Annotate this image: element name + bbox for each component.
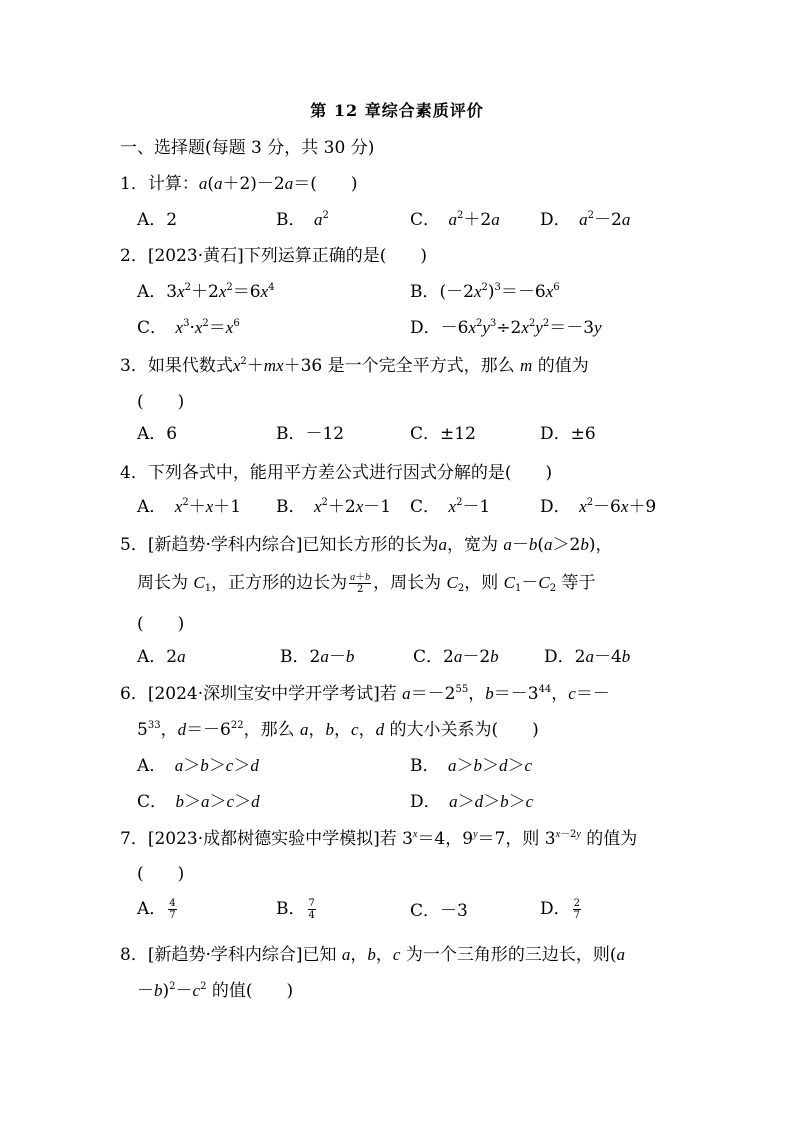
- q4-option-d: D． $x^2-6x+9$: [540, 497, 657, 517]
- q3-number: 3．: [120, 356, 148, 376]
- question-1: 1．计算：a(a＋2)－2a＝( ): [120, 174, 358, 194]
- q2-option-a: A．$3x^2+2x^2=6x^4$: [137, 282, 275, 302]
- q7-option-a: A． $\frac{4}{7}$: [137, 898, 176, 921]
- q4-stem: 下列各式中，能用平方差公式进行因式分解的是( ): [147, 463, 553, 483]
- q6-option-d: D． a＞d＞b＞c: [410, 792, 534, 812]
- q4-option-a: A． $x^2+x+1$: [137, 497, 242, 517]
- q2-option-b: B．$(-2x^2)^3=-6x^6$: [410, 282, 560, 302]
- q2-stem: [2023·黄石]下列运算正确的是( ): [147, 246, 428, 266]
- q1-expression: a: [198, 174, 208, 193]
- q6-option-a: A． a＞b＞c＞d: [137, 756, 259, 776]
- q5-stem-line2: 周长为 $C_1$，正方形的边长为 $\frac{a+b}{2}$ ，周长为 $C_2$，则 $C_1-C_2$ 等于: [137, 572, 596, 595]
- q2-option-c: C． $x^3\cdot x^2=x^6$: [137, 318, 240, 338]
- question-5: 5．[新趋势·学科内综合]已知长方形的长为a，宽为 a－b(a＞2b)，: [120, 535, 613, 555]
- q3-option-a: A．6: [137, 424, 178, 444]
- q1-number: 1．: [120, 174, 148, 194]
- q7-option-c: C．－3: [410, 901, 468, 921]
- question-7: 7．[2023·成都树德实验中学模拟]若 $3^x=4$，$9^y=7$，则 $3^{x-2y}$ 的值为: [120, 829, 638, 849]
- q4-number: 4．: [120, 463, 148, 483]
- q1-stem-text: 计算：: [147, 174, 199, 194]
- q7-option-d: D． $\frac{2}{7}$: [540, 898, 581, 921]
- question-3: 3．如果代数式$x^2+mx+36$ 是一个完全平方式，那么 m 的值为: [120, 356, 589, 376]
- q4-option-b: B． $x^2+2x-1$: [276, 497, 392, 517]
- question-2: [120, 245, 427, 267]
- q5-option-d: D．2a－4b: [544, 647, 631, 667]
- q5-option-a: A．2a: [137, 647, 186, 667]
- q3-option-b: B．－12: [276, 424, 345, 444]
- section-heading: 一、选择题(每题 3 分，共 30 分): [120, 138, 375, 158]
- q4-option-c: C． $x^2-1$: [410, 497, 491, 517]
- q3-option-d: D．±6: [540, 424, 596, 444]
- question-6: 6．[2024·深圳宝安中学开学考试]若 $a=-2^{55}$，$b=-3^{44}$，c＝－: [120, 684, 610, 704]
- q5-fraction: $\frac{a+b}{2}$: [350, 572, 371, 595]
- q6-option-b: B． a＞b＞d＞c: [410, 756, 533, 776]
- q1-option-d: D． $a^2-2a$: [540, 210, 631, 230]
- q3-blank: ( ): [137, 392, 185, 412]
- q6-option-c: C． b＞a＞c＞d: [137, 792, 260, 812]
- q6-stem-line2: $5^{33}$，$d=-6^{22}$，那么 a，b，c，d 的大小关系为( ): [137, 720, 539, 740]
- question-8: 8．[新趋势·学科内综合]已知 a，b，c 为一个三角形的三边长，则(a: [120, 945, 625, 965]
- q7-option-b: B． $\frac{7}{4}$: [276, 898, 315, 921]
- q6-number: 6．: [120, 684, 148, 704]
- q1-option-a: A．2: [137, 210, 178, 230]
- q8-number: 8．: [120, 945, 148, 965]
- page-title: 第 12 章综合素质评价: [310, 101, 484, 120]
- q7-blank: ( ): [137, 864, 185, 884]
- q2-number: 2．: [120, 246, 148, 266]
- q5-option-c: C．2a－2b: [413, 647, 499, 667]
- question-4: [120, 462, 552, 484]
- q3-option-c: C．±12: [410, 424, 476, 444]
- q5-number: 5．: [120, 535, 148, 555]
- q7-number: 7．: [120, 829, 148, 849]
- q5-option-b: B．2a－b: [280, 647, 355, 667]
- q2-option-d: D．$-6x^2y^3\div 2x^2y^2=-3y$: [410, 318, 602, 338]
- q1-option-b: B． $a^2$: [276, 210, 329, 230]
- q8-stem-line2: $-b)^2-c^2$ 的值( ): [137, 981, 294, 1001]
- q5-blank: ( ): [137, 614, 185, 634]
- q1-option-c: C． $a^2+2a$: [410, 210, 500, 230]
